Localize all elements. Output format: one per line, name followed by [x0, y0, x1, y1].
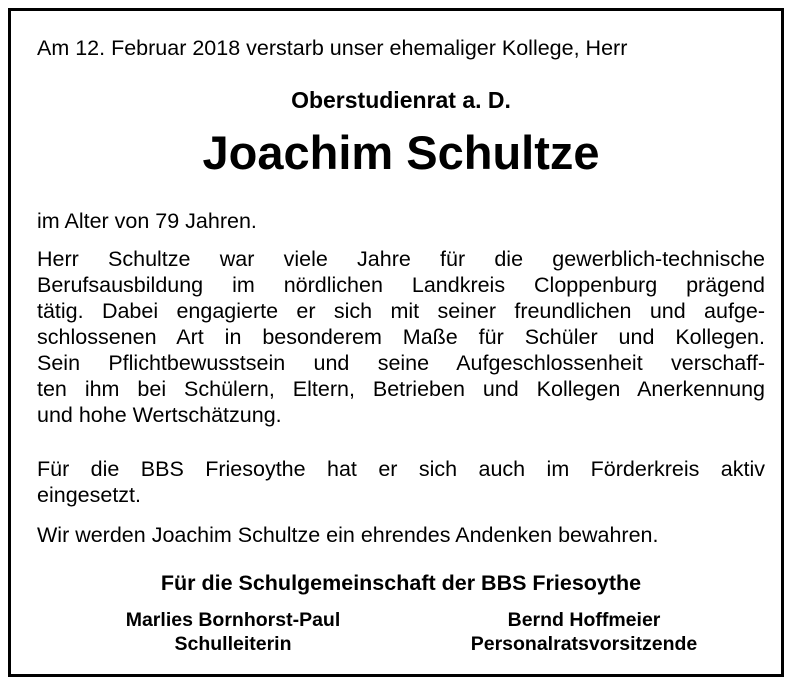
age-line: im Alter von 79 Jahren. [37, 209, 257, 233]
paragraph-line: und hohe Wertschätzung. [37, 403, 282, 427]
signoff-line: Für die Schulgemeinschaft der BBS Friesoythe [160, 571, 642, 595]
paragraph-line: Herr Schultze war viele Jahre für die gewerblich-technische [37, 247, 765, 271]
signatory-name: Marlies Bornhorst-Paul [125, 609, 341, 631]
paragraph-line: Sein Pflichtbewusstsein und seine Aufgeschlossenheit verschaff- [37, 351, 765, 375]
paragraph-line: Berufsausbildung im nördlichen Landkreis Cloppenburg prägend [37, 273, 765, 297]
deceased-name: Joachim Schultze [202, 126, 600, 179]
academic-title: Oberstudienrat a. D. [291, 87, 511, 113]
signatory-role: Schulleiterin [174, 633, 292, 655]
signatory-left [113, 608, 353, 656]
signatory-role: Personalratsvorsitzende [470, 633, 698, 655]
signatory-right [428, 608, 740, 656]
intro-line: Am 12. Februar 2018 verstarb unser ehemaliger Kollege, Herr [37, 36, 628, 60]
paragraph-line: ten ihm bei Schülern, Eltern, Betrieben und Kollegen Anerkennung [37, 377, 765, 401]
paragraph-line: Für die BBS Friesoythe hat er sich auch im Förderkreis aktiv [37, 457, 765, 481]
closing-line: Wir werden Joachim Schultze ein ehrendes Andenken bewahren. [37, 523, 659, 547]
paragraph-line: tätig. Dabei engagierte er sich mit seiner freundlichen und aufge- [37, 299, 765, 323]
paragraph-line: eingesetzt. [37, 483, 141, 507]
signatory-name: Bernd Hoffmeier [507, 609, 661, 631]
paragraph-line: schlossenen Art in besonderem Maße für Schüler und Kollegen. [37, 325, 765, 349]
